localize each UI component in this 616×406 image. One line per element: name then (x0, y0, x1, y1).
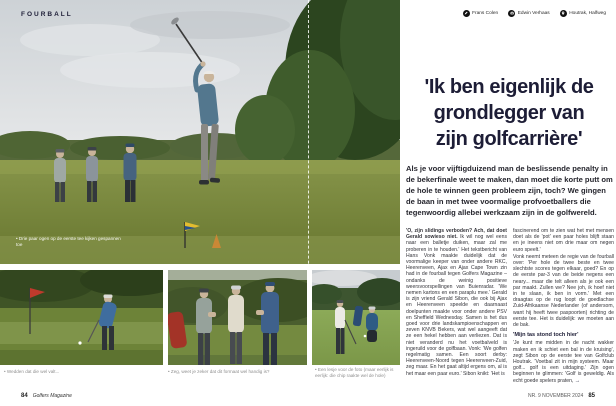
caption-bottom-middle: • Zeg, weet je zeker dat dit formaat wel handig is? (168, 369, 270, 374)
body-paragraph (513, 340, 614, 383)
caption-bottom-left: • Wedden dat die wel valt... (4, 369, 60, 374)
photo-scorecard-group (168, 270, 307, 365)
footer-right (528, 393, 595, 399)
photo-edge-line (0, 264, 400, 265)
body-paragraph: fascinerend om te zien wat het met mensen doet als de 'pot' een paar holes blijft staan en je ineens niet om drie maar om negen euro speelt.' (513, 228, 614, 253)
body-paragraph: Vonk neemt meteen de regie van de fourball over: 'Per hole de twee beste en twee slechtste scores tegen elkaar, goed? En op de eerste par-3 van de beide negens een neary... maar die telt alleen als je ook een par maakt. Zullen we? Nee joh, ik hoef niet in te slaan, ik ben in vorm.' Met een draagtas op de rug loopt de goedlachse Zuid-Afrikaanse Nederlander (of andersom, want hij heeft twee paspoorten) richting de eerste tee. Het is duidelijk: we moeten aan de bak. (513, 253, 614, 329)
photographer-credit-label: Edwin Verhaas (517, 11, 550, 16)
photo-chipping-lesson (312, 270, 400, 365)
page-number-right: 85 (588, 393, 595, 399)
author-credit-label: Frans Colen (472, 11, 499, 16)
main-photo-illustration (0, 0, 400, 264)
article-headline (406, 74, 612, 152)
golf-ball (364, 335, 367, 338)
bold-lead-in: 'O, zijn slidings verboden? Ach, dat doet Gerald sowieso niet. (406, 228, 507, 241)
golf-ball (78, 341, 81, 344)
issue-info: NR. 9 NOVEMBER 2024 (528, 393, 584, 399)
pen-icon (463, 10, 470, 17)
byline-credits (463, 10, 606, 17)
photographer-credit (508, 10, 550, 17)
author-credit (463, 10, 499, 17)
headline-line-3: zijn golfcarrière' (435, 128, 583, 150)
section-label: FOURBALL (21, 11, 73, 18)
headline-line-2: grondlegger van (433, 102, 585, 124)
continuation-arrow-icon: → (574, 377, 580, 384)
body-column-1 (406, 228, 507, 390)
magazine-title: Golfers Magazine (32, 393, 72, 399)
page-fold-line (308, 0, 309, 384)
body-text: Ik wil nog wel eens naar een balletje duiken, maar zal me proberen in te houden.' Het tekstbericht van Hans Vonk maakte duidelijk dat de voormalige keeper van onder andere RKC, Heerenveen, Ajax en Ajax Cape Town zin had in de fourball tegen Golfers Magazine – ondanks de weinig positieve weersvoorspellingen van Buienradar. 'We nemen kartons en een paraplu mee.' Gerald is zijn vriend Gerald Sibon, die ook bij Ajax en Heerenveen speelde en daarnaast doelpunten maakte voor onder andere PSV en Sheffield Wednesday. Samen is het dus goed voor drie landskampioenschappen en zeven KNVB Bekers, wat wel aangeeft dat ze een hekel hebben aan verliezen. Dat is niet veranderd nu het voetbalveld is ingeruild voor de golfbaan. Vonk: 'We golfen regelmatig samen. Een soort derby: Heerenveen-Noord tegen Heerenveen-Zuid, zeg maar. En het gaat altijd ergens om, al is het maar een paar euro.' Sibon knikt: 'Het is (406, 234, 507, 377)
headline-line-1: 'Ik ben eigenlijk de (424, 76, 594, 98)
photo-putting-red-flag (0, 270, 163, 365)
page-number-left: 84 (21, 393, 28, 399)
location-credit-label: Houtrak, Halfweg (569, 11, 606, 16)
camera-icon (508, 10, 515, 17)
article-intro: Als je voor vijftigduizend man de beslissende penalty in de bekerfinale weet te maken, dan moet die korte putt om de hole te winnen geen probleem zijn, toch? We gingen de baan in met twee voormalige profvoetballers die tegenwoordig allebei werkzaam zijn in de golfwereld. (406, 164, 613, 217)
location-icon (560, 10, 567, 17)
caption-bottom-right: • Een lesje voor de foto (maar eerlijk is eerlijk: die chip raakte wel de hole) (315, 367, 394, 378)
main-photo-caption: • Drie paar ogen op de eerste tee kijken gespannen toe (16, 236, 121, 247)
body-column-2 (513, 228, 614, 392)
body-paragraph (406, 228, 507, 377)
footer-left (21, 393, 72, 399)
location-credit (560, 10, 606, 17)
body-text: 'Je kunt me midden in de nacht wakker maken en ik schiet een bal in de kruising', zegt Sibon op de eerste tee van Golfclub Houtrak. 'Voetbal zit in mijn systeem. Maar golf... golf is een uitdaging.' Zijn ogen beginnen te glimmen: 'Golf is geweldig. Als echt goede spelers praten, (513, 340, 614, 384)
subheading: 'Mijn tas stond toch hier' (513, 332, 579, 339)
main-photo-golf-swing (0, 0, 400, 264)
